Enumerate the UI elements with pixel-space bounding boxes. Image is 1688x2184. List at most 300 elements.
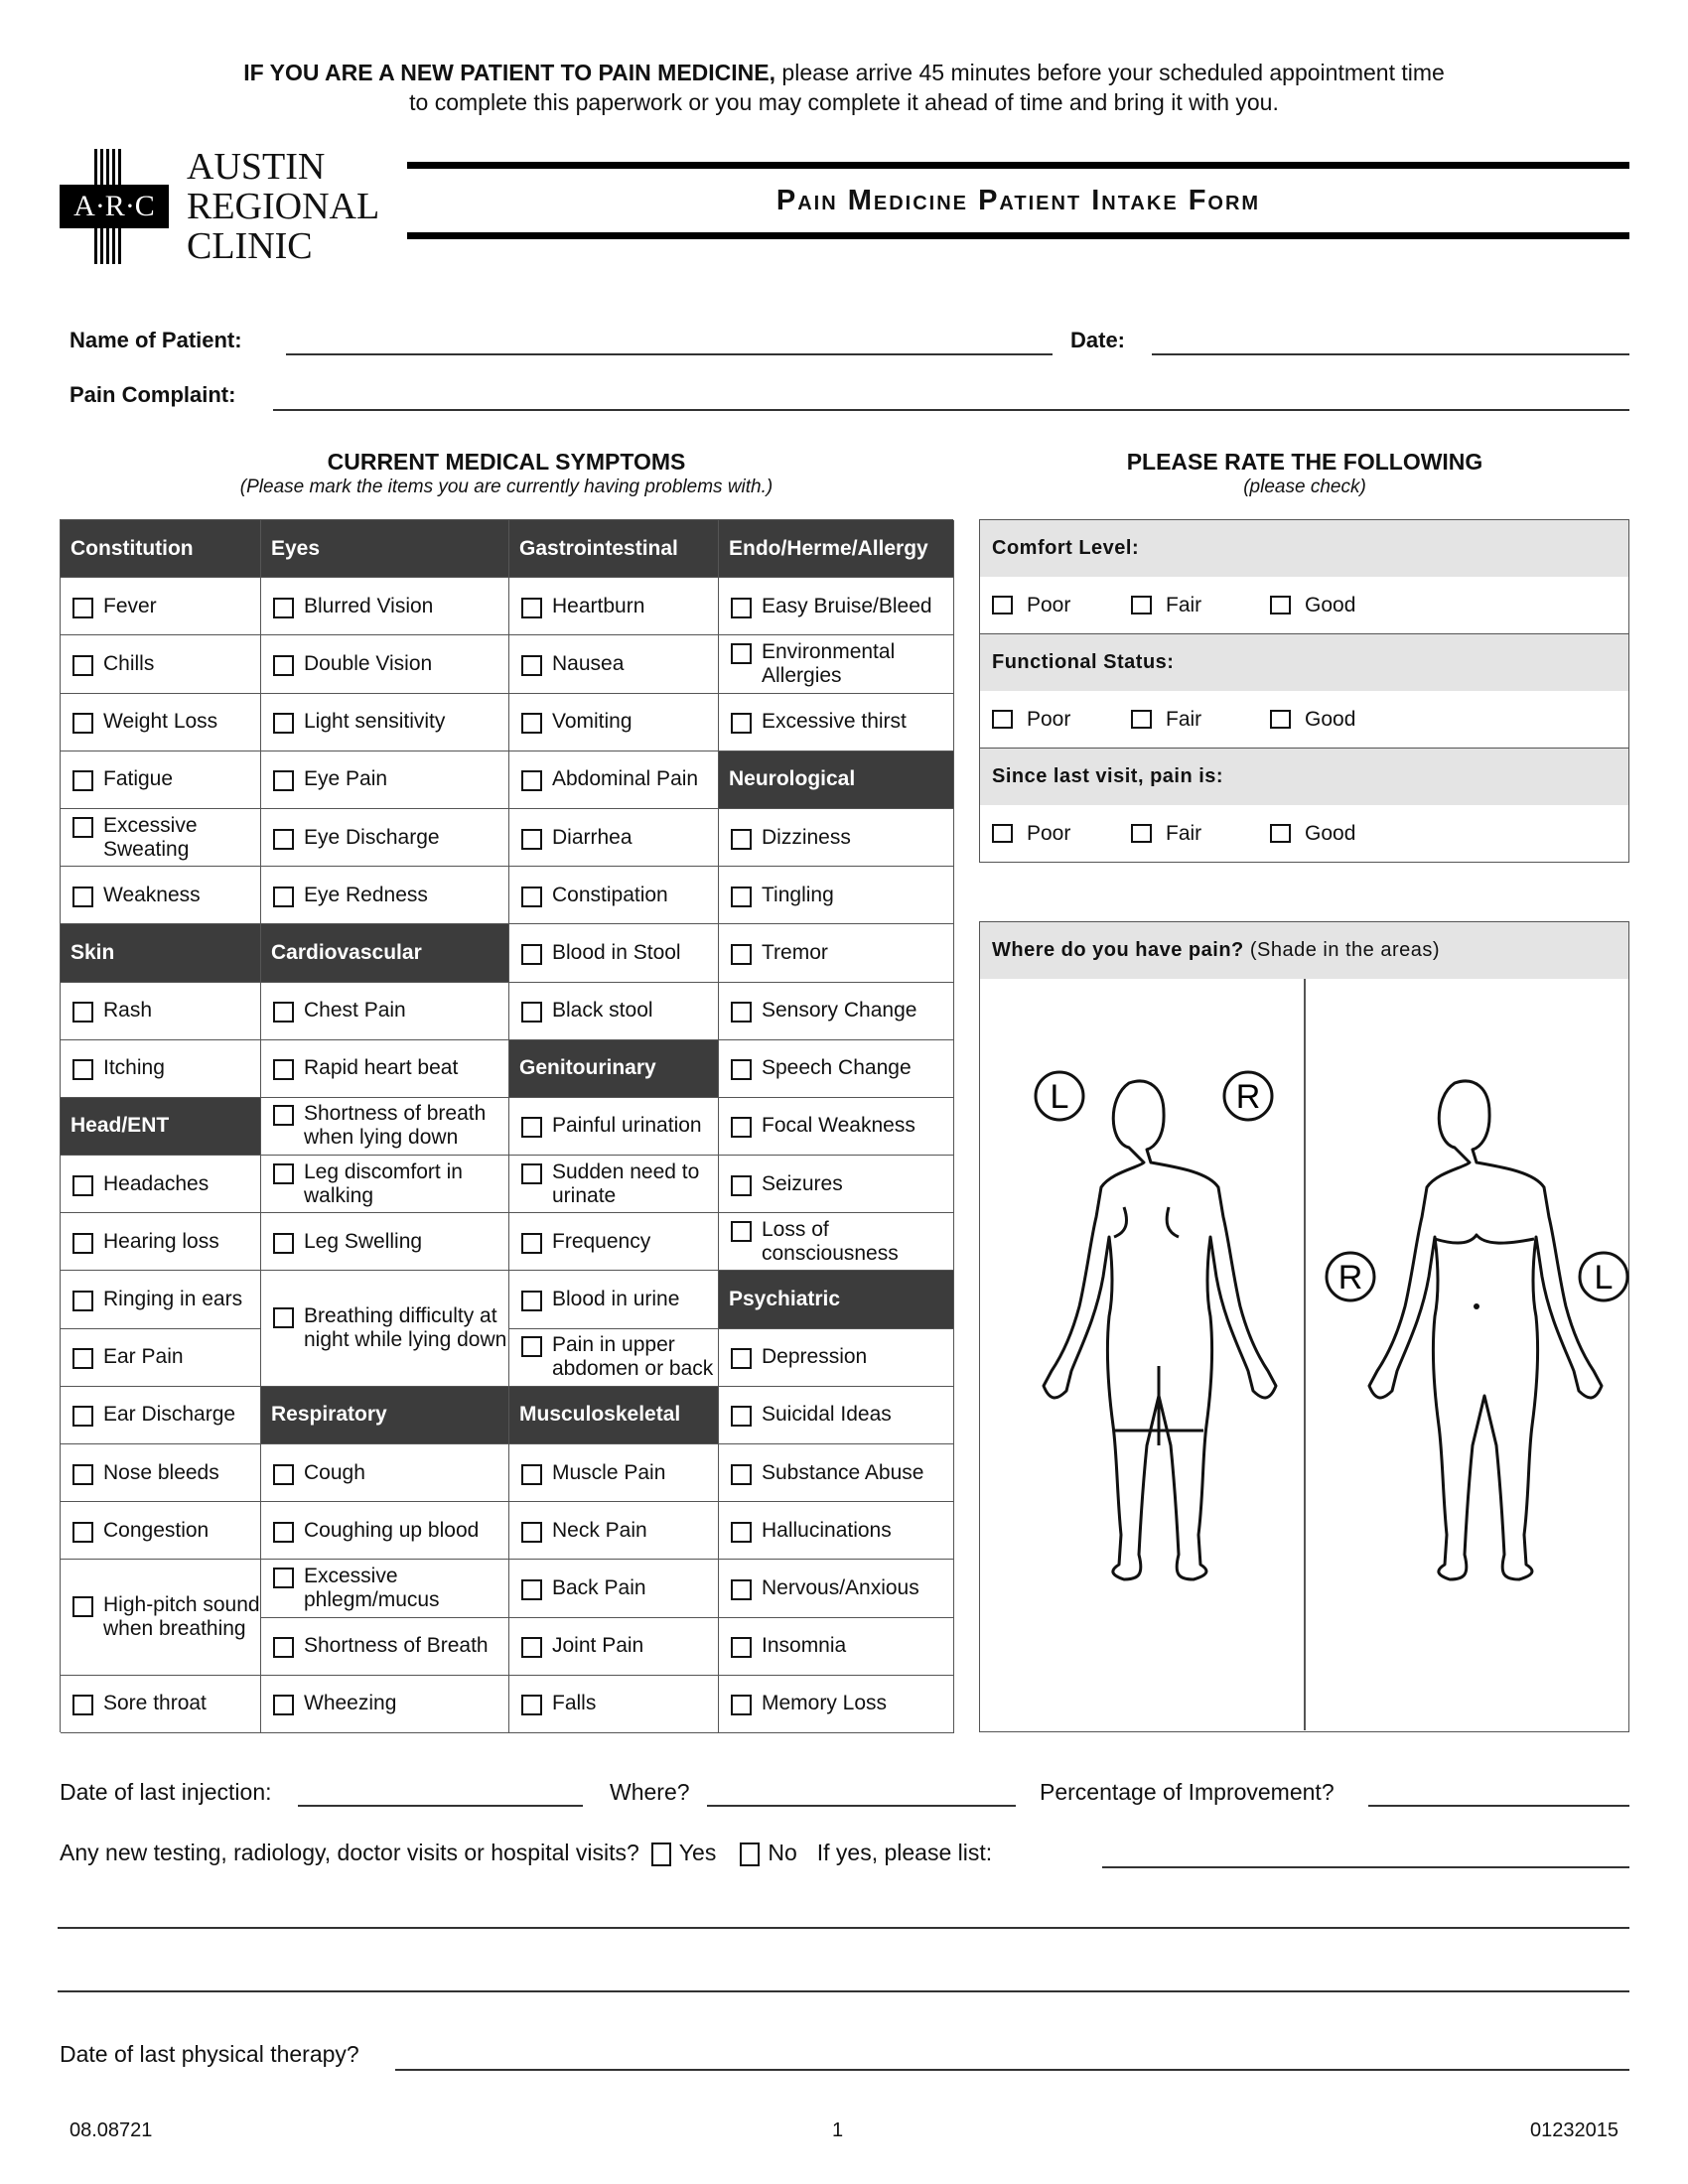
symptom-checkbox[interactable]	[731, 1406, 752, 1427]
visits-list-line-1[interactable]	[1102, 1866, 1629, 1868]
symptom-wrap	[273, 1634, 489, 1658]
symptom-wrap	[521, 1230, 650, 1254]
symptom-item[interactable]	[719, 809, 954, 867]
symptom-item[interactable]	[719, 1444, 954, 1502]
symptom-item[interactable]	[719, 983, 954, 1040]
pain-complaint-input-line[interactable]	[273, 409, 1629, 411]
symptom-item[interactable]	[61, 1213, 261, 1271]
symptom-item[interactable]	[261, 983, 509, 1040]
symptom-item[interactable]	[261, 1213, 509, 1271]
category-header: Respiratory	[261, 1387, 509, 1444]
yes-label: Yes	[678, 1840, 717, 1865]
symptom-checkbox[interactable]	[731, 829, 752, 850]
symptom-checkbox[interactable]	[731, 1175, 752, 1196]
symptom-wrap	[521, 1634, 643, 1658]
arc-logo-mark	[60, 149, 189, 266]
rating-checkbox[interactable]	[1270, 710, 1291, 729]
symptom-label: Shortness of Breath	[304, 1634, 489, 1658]
symptom-item[interactable]	[261, 1040, 509, 1098]
rating-checkbox[interactable]	[1131, 824, 1152, 843]
symptom-item[interactable]	[719, 1676, 954, 1733]
symptom-checkbox[interactable]	[273, 829, 294, 850]
notice-bold: IF YOU ARE A NEW PATIENT TO PAIN MEDICINE,	[243, 60, 776, 85]
symptom-checkbox[interactable]	[521, 598, 542, 618]
rating-checkbox[interactable]	[992, 824, 1013, 843]
symptom-label: Blood in urine	[552, 1288, 680, 1311]
category-header: Cardiovascular	[261, 924, 509, 982]
symptom-checkbox[interactable]	[72, 598, 93, 618]
symptom-label: Blurred Vision	[304, 594, 434, 617]
symptom-wrap	[521, 1576, 646, 1600]
symptom-wrap	[72, 652, 154, 676]
symptom-item[interactable]	[509, 578, 719, 635]
symptom-item[interactable]	[261, 635, 509, 693]
symptom-label: Muscle Pain	[552, 1460, 666, 1484]
symptom-checkbox[interactable]	[273, 887, 294, 907]
category-header: Head/ENT	[61, 1098, 261, 1156]
visits-list-line-3[interactable]	[58, 1990, 1629, 1992]
symptom-checkbox[interactable]	[72, 1348, 93, 1369]
symptom-item[interactable]	[61, 1444, 261, 1502]
symptom-wrap	[273, 1102, 508, 1150]
symptom-wrap	[72, 1056, 165, 1080]
front-body-diagram[interactable]	[1306, 979, 1629, 1730]
rating-checkbox[interactable]	[1131, 596, 1152, 614]
symptom-wrap	[731, 1692, 887, 1715]
rating-option-good[interactable]	[1270, 822, 1409, 846]
symptom-wrap	[273, 767, 387, 791]
symptom-item[interactable]	[261, 1560, 509, 1617]
symptom-checkbox[interactable]	[72, 1233, 93, 1254]
symptom-wrap	[72, 1230, 219, 1254]
symptom-item[interactable]	[509, 809, 719, 867]
symptom-label: Vomiting	[552, 710, 633, 734]
improvement-input-line[interactable]	[1368, 1805, 1629, 1807]
symptom-checkbox[interactable]	[521, 1163, 542, 1184]
symptom-checkbox[interactable]	[521, 1291, 542, 1311]
symptom-item[interactable]	[719, 1156, 954, 1213]
symptom-wrap	[731, 941, 828, 965]
symptom-item[interactable]	[61, 809, 261, 867]
symptom-item[interactable]	[61, 751, 261, 809]
symptom-wrap	[521, 652, 624, 676]
symptom-item[interactable]	[61, 694, 261, 751]
front-right-marker: R	[1337, 1259, 1363, 1297]
rating-option-label: Poor	[1027, 593, 1071, 616]
symptom-checkbox[interactable]	[72, 1695, 93, 1715]
symptom-checkbox[interactable]	[521, 1464, 542, 1485]
symptom-label: Seizures	[762, 1171, 843, 1195]
symptom-item[interactable]	[61, 983, 261, 1040]
new-testing-row	[60, 1840, 992, 1866]
symptom-wrap	[731, 1576, 919, 1600]
symptom-checkbox[interactable]	[72, 817, 93, 838]
rating-option-label: Poor	[1027, 707, 1071, 731]
symptom-wrap	[521, 1692, 596, 1715]
symptom-checkbox[interactable]	[521, 713, 542, 734]
symptoms-subheading: (Please mark the items you are currently having problems with.)	[239, 477, 774, 497]
symptom-label: Fever	[103, 594, 157, 617]
symptom-label: High-pitch sound when breathing	[103, 1593, 260, 1641]
symptom-checkbox[interactable]	[273, 770, 294, 791]
symptom-label: Ear Pain	[103, 1345, 184, 1369]
symptom-checkbox[interactable]	[731, 1002, 752, 1023]
symptom-item[interactable]	[61, 1271, 261, 1328]
symptom-checkbox[interactable]	[521, 655, 542, 676]
symptom-label: Substance Abuse	[762, 1460, 924, 1484]
symptom-checkbox[interactable]	[273, 713, 294, 734]
symptom-wrap	[731, 640, 953, 688]
symptom-item[interactable]	[261, 751, 509, 809]
symptom-item[interactable]	[509, 1329, 719, 1387]
symptom-item[interactable]	[509, 1560, 719, 1617]
symptom-label: Rapid heart beat	[304, 1056, 459, 1080]
symptom-label: Speech Change	[762, 1056, 912, 1080]
symptom-item[interactable]	[719, 1502, 954, 1560]
category-header: Constitution	[61, 520, 261, 578]
symptom-item[interactable]	[509, 635, 719, 693]
symptom-item[interactable]	[719, 867, 954, 924]
symptom-label: Light sensitivity	[304, 710, 446, 734]
symptom-checkbox[interactable]	[273, 1059, 294, 1080]
symptom-checkbox[interactable]	[521, 1117, 542, 1138]
symptom-wrap	[273, 884, 428, 907]
symptom-item[interactable]	[509, 1444, 719, 1502]
symptom-item[interactable]	[719, 635, 954, 693]
symptom-item[interactable]	[261, 578, 509, 635]
symptom-wrap	[273, 1056, 458, 1080]
rating-option-good[interactable]	[1270, 708, 1409, 732]
symptom-item[interactable]	[509, 694, 719, 751]
symptom-checkbox[interactable]	[731, 1221, 752, 1242]
symptom-wrap	[72, 814, 260, 862]
rating-option-label: Good	[1305, 707, 1356, 731]
symptom-item[interactable]	[719, 1329, 954, 1387]
symptom-wrap	[72, 999, 152, 1023]
symptom-item[interactable]	[61, 1387, 261, 1444]
symptom-wrap	[521, 1461, 665, 1485]
logo-wordmark	[187, 147, 379, 266]
symptom-wrap	[731, 595, 932, 618]
visits-list-line-2[interactable]	[58, 1927, 1629, 1929]
symptom-wrap	[273, 1160, 508, 1208]
rating-checkbox[interactable]	[1270, 824, 1291, 843]
rating-option-poor[interactable]	[992, 594, 1131, 617]
category-header: Eyes	[261, 520, 509, 578]
symptom-wrap	[521, 999, 653, 1023]
form-title: Pain Medicine Patient Intake Form	[775, 185, 1261, 216]
rating-option-label: Good	[1305, 821, 1356, 845]
symptom-checkbox[interactable]	[521, 1637, 542, 1658]
symptom-item[interactable]	[61, 1502, 261, 1560]
symptom-label: Rash	[103, 999, 153, 1023]
symptom-checkbox[interactable]	[731, 1522, 752, 1543]
symptom-wrap	[521, 1288, 679, 1311]
symptom-item[interactable]	[719, 1040, 954, 1098]
symptom-item[interactable]	[61, 1156, 261, 1213]
symptom-item[interactable]	[61, 578, 261, 635]
symptom-item[interactable]	[509, 1618, 719, 1676]
symptom-wrap	[273, 1230, 422, 1254]
symptom-wrap	[273, 1304, 508, 1352]
logo-mark-text: A·R·C	[73, 190, 155, 222]
symptom-checkbox[interactable]	[72, 1464, 93, 1485]
new-testing-label: Any new testing, radiology, doctor visits or hospital visits?	[60, 1840, 639, 1865]
category-header: Endo/Herme/Allergy	[719, 520, 954, 578]
symptom-checkbox[interactable]	[731, 1695, 752, 1715]
symptom-label: Depression	[762, 1345, 868, 1369]
symptom-item[interactable]	[509, 1502, 719, 1560]
symptom-checkbox[interactable]	[731, 643, 752, 664]
symptom-checkbox[interactable]	[72, 1406, 93, 1427]
no-checkbox[interactable]	[740, 1843, 760, 1866]
symptom-item[interactable]	[509, 983, 719, 1040]
symptom-wrap	[731, 1461, 923, 1485]
symptom-checkbox[interactable]	[731, 1059, 752, 1080]
symptom-checkbox[interactable]	[72, 1291, 93, 1311]
symptom-checkbox[interactable]	[521, 829, 542, 850]
rating-option-fair[interactable]	[1131, 708, 1270, 732]
symptom-item[interactable]	[719, 1618, 954, 1676]
symptom-label: Abdominal Pain	[552, 767, 699, 791]
no-label: No	[768, 1840, 797, 1865]
symptom-checkbox[interactable]	[72, 713, 93, 734]
category-header: Musculoskeletal	[509, 1387, 719, 1444]
symptom-label: Eye Pain	[304, 767, 388, 791]
symptom-item[interactable]	[509, 751, 719, 809]
symptom-item[interactable]	[61, 867, 261, 924]
name-label: Name of Patient:	[70, 328, 242, 352]
symptom-item[interactable]	[719, 1213, 954, 1271]
symptom-checkbox[interactable]	[72, 1002, 93, 1023]
symptom-item[interactable]	[61, 635, 261, 693]
rating-options	[980, 577, 1628, 634]
pain-map-header	[980, 922, 1628, 979]
symptom-item[interactable]	[719, 694, 954, 751]
category-header: Psychiatric	[719, 1271, 954, 1328]
symptom-checkbox[interactable]	[72, 1059, 93, 1080]
rating-option-fair[interactable]	[1131, 594, 1270, 617]
symptom-checkbox[interactable]	[731, 944, 752, 965]
back-body-diagram[interactable]	[980, 979, 1304, 1730]
rating-panel	[979, 519, 1629, 863]
symptom-checkbox[interactable]	[731, 1348, 752, 1369]
rating-option-poor[interactable]	[992, 708, 1131, 732]
symptom-checkbox[interactable]	[521, 1579, 542, 1600]
symptom-item[interactable]	[509, 924, 719, 982]
symptom-item[interactable]	[509, 1098, 719, 1156]
symptom-wrap	[273, 1461, 365, 1485]
symptom-label: Wheezing	[304, 1692, 397, 1715]
symptom-checkbox[interactable]	[72, 655, 93, 676]
symptom-item[interactable]	[61, 1676, 261, 1733]
symptom-item[interactable]	[61, 1040, 261, 1098]
symptom-label: Constipation	[552, 883, 668, 906]
symptom-item[interactable]	[719, 1560, 954, 1617]
symptom-wrap	[273, 1692, 396, 1715]
symptom-label: Suicidal Ideas	[762, 1403, 892, 1427]
date-input-line[interactable]	[1152, 353, 1629, 355]
symptom-item[interactable]	[509, 1271, 719, 1328]
category-header: Genitourinary	[509, 1040, 719, 1098]
symptom-item[interactable]	[61, 1329, 261, 1387]
logo-line1: AUSTIN	[187, 146, 326, 188]
symptom-wrap	[731, 884, 834, 907]
symptom-item[interactable]	[509, 1156, 719, 1213]
symptom-checkbox[interactable]	[273, 1637, 294, 1658]
pain-map-question: Where do you have pain?	[992, 939, 1244, 961]
symptom-item[interactable]	[261, 867, 509, 924]
symptom-item[interactable]	[261, 694, 509, 751]
symptom-checkbox[interactable]	[273, 1105, 294, 1126]
symptom-checkbox[interactable]	[273, 1695, 294, 1715]
symptom-checkbox[interactable]	[731, 713, 752, 734]
back-left-marker: L	[1050, 1078, 1069, 1116]
symptom-checkbox[interactable]	[731, 887, 752, 907]
symptom-checkbox[interactable]	[273, 1233, 294, 1254]
symptom-checkbox[interactable]	[273, 1464, 294, 1485]
symptom-checkbox[interactable]	[273, 1307, 294, 1328]
symptom-item[interactable]	[719, 1098, 954, 1156]
rating-option-label: Fair	[1166, 593, 1202, 616]
symptom-checkbox[interactable]	[731, 1464, 752, 1485]
symptom-wrap	[273, 1519, 479, 1543]
logo-line2: REGIONAL	[187, 186, 380, 227]
symptom-checkbox[interactable]	[521, 944, 542, 965]
rating-group-label: Functional Status:	[980, 634, 1628, 691]
symptom-checkbox[interactable]	[731, 1637, 752, 1658]
last-injection-input-line[interactable]	[298, 1805, 583, 1807]
symptom-wrap	[72, 1692, 207, 1715]
symptom-item[interactable]	[261, 1676, 509, 1733]
symptom-item[interactable]	[719, 1387, 954, 1444]
symptom-item[interactable]	[261, 1618, 509, 1676]
symptom-checkbox[interactable]	[273, 655, 294, 676]
rating-checkbox[interactable]	[1270, 596, 1291, 614]
symptom-checkbox[interactable]	[521, 770, 542, 791]
symptom-item[interactable]	[261, 1502, 509, 1560]
symptom-label: Excessive phlegm/mucus	[304, 1565, 440, 1612]
symptom-wrap	[273, 826, 440, 850]
symptom-label: Sensory Change	[762, 999, 917, 1023]
symptom-checkbox[interactable]	[521, 1336, 542, 1357]
symptom-label: Heartburn	[552, 594, 645, 617]
symptom-label: Sore throat	[103, 1692, 207, 1715]
symptom-wrap	[521, 1333, 718, 1381]
symptom-item[interactable]	[261, 1156, 509, 1213]
symptom-wrap	[273, 595, 433, 618]
symptom-wrap	[731, 826, 851, 850]
symptom-label: Sudden need to urinate	[552, 1160, 700, 1207]
symptom-label: Dizziness	[762, 825, 851, 849]
symptom-wrap	[72, 1172, 209, 1196]
symptom-wrap	[731, 1403, 892, 1427]
symptom-checkbox[interactable]	[521, 1695, 542, 1715]
symptom-checkbox[interactable]	[273, 1163, 294, 1184]
symptom-checkbox[interactable]	[731, 1579, 752, 1600]
symptom-checkbox[interactable]	[521, 1233, 542, 1254]
symptom-label: Weight Loss	[103, 710, 218, 734]
symptom-item[interactable]	[261, 1098, 509, 1156]
symptom-wrap	[521, 1160, 718, 1208]
clinic-logo	[60, 146, 387, 267]
symptom-checkbox[interactable]	[72, 1522, 93, 1543]
where-input-line[interactable]	[707, 1805, 1016, 1807]
rating-checkbox[interactable]	[992, 596, 1013, 614]
name-input-line[interactable]	[286, 353, 1053, 355]
symptom-label: Diarrhea	[552, 825, 633, 849]
symptom-checkbox[interactable]	[521, 1002, 542, 1023]
symptom-item[interactable]	[509, 1213, 719, 1271]
symptom-item[interactable]	[61, 1560, 261, 1675]
symptom-checkbox[interactable]	[72, 887, 93, 907]
symptom-label: Hallucinations	[762, 1518, 892, 1542]
symptom-wrap	[521, 767, 698, 791]
symptom-wrap	[72, 595, 157, 618]
symptom-wrap	[521, 884, 668, 907]
symptom-wrap	[731, 1218, 953, 1266]
symptom-wrap	[521, 826, 633, 850]
title-rule-bottom	[407, 232, 1629, 239]
symptom-checkbox[interactable]	[273, 1002, 294, 1023]
symptom-item[interactable]	[509, 867, 719, 924]
rating-checkbox[interactable]	[1131, 710, 1152, 729]
symptom-item[interactable]	[261, 809, 509, 867]
symptom-wrap	[273, 1565, 508, 1612]
pain-map-hint: (Shade in the areas)	[1243, 939, 1441, 961]
rating-option-fair[interactable]	[1131, 822, 1270, 846]
symptom-label: Black stool	[552, 999, 653, 1023]
symptom-label: Memory Loss	[762, 1692, 888, 1715]
symptom-item[interactable]	[719, 578, 954, 635]
pain-complaint-label: Pain Complaint:	[70, 382, 236, 407]
symptom-label: Blood in Stool	[552, 940, 681, 964]
yes-checkbox[interactable]	[651, 1843, 671, 1866]
symptom-checkbox[interactable]	[72, 1175, 93, 1196]
symptom-label: Neck Pain	[552, 1518, 647, 1542]
symptom-label: Tingling	[762, 883, 834, 906]
symptom-checkbox[interactable]	[521, 1522, 542, 1543]
symptom-item[interactable]	[719, 924, 954, 982]
symptom-label: Excessive thirst	[762, 710, 907, 734]
symptom-label: Coughing up blood	[304, 1518, 480, 1542]
category-header: Gastrointestinal	[509, 520, 719, 578]
symptom-wrap	[521, 1519, 647, 1543]
notice-rest: please arrive 45 minutes before your scheduled appointment time	[775, 60, 1445, 85]
symptom-label: Breathing difficulty at night while lying down	[304, 1304, 507, 1352]
symptom-item[interactable]	[261, 1271, 509, 1386]
symptom-checkbox[interactable]	[521, 887, 542, 907]
rating-option-good[interactable]	[1270, 594, 1409, 617]
symptom-wrap	[521, 710, 633, 734]
symptom-checkbox[interactable]	[731, 1117, 752, 1138]
symptom-checkbox[interactable]	[273, 598, 294, 618]
symptom-checkbox[interactable]	[273, 1522, 294, 1543]
symptom-label: Tremor	[762, 940, 828, 964]
rating-checkbox[interactable]	[992, 710, 1013, 729]
symptom-item[interactable]	[261, 1444, 509, 1502]
symptom-checkbox[interactable]	[72, 770, 93, 791]
rating-option-poor[interactable]	[992, 822, 1131, 846]
symptom-item[interactable]	[509, 1676, 719, 1733]
symptom-label: Frequency	[552, 1229, 651, 1253]
symptom-wrap	[731, 1519, 892, 1543]
page-number: 1	[832, 2119, 844, 2141]
symptom-checkbox[interactable]	[273, 1568, 294, 1588]
symptom-checkbox[interactable]	[72, 1596, 93, 1617]
physical-therapy-input-line[interactable]	[395, 2069, 1629, 2071]
symptom-checkbox[interactable]	[731, 598, 752, 618]
